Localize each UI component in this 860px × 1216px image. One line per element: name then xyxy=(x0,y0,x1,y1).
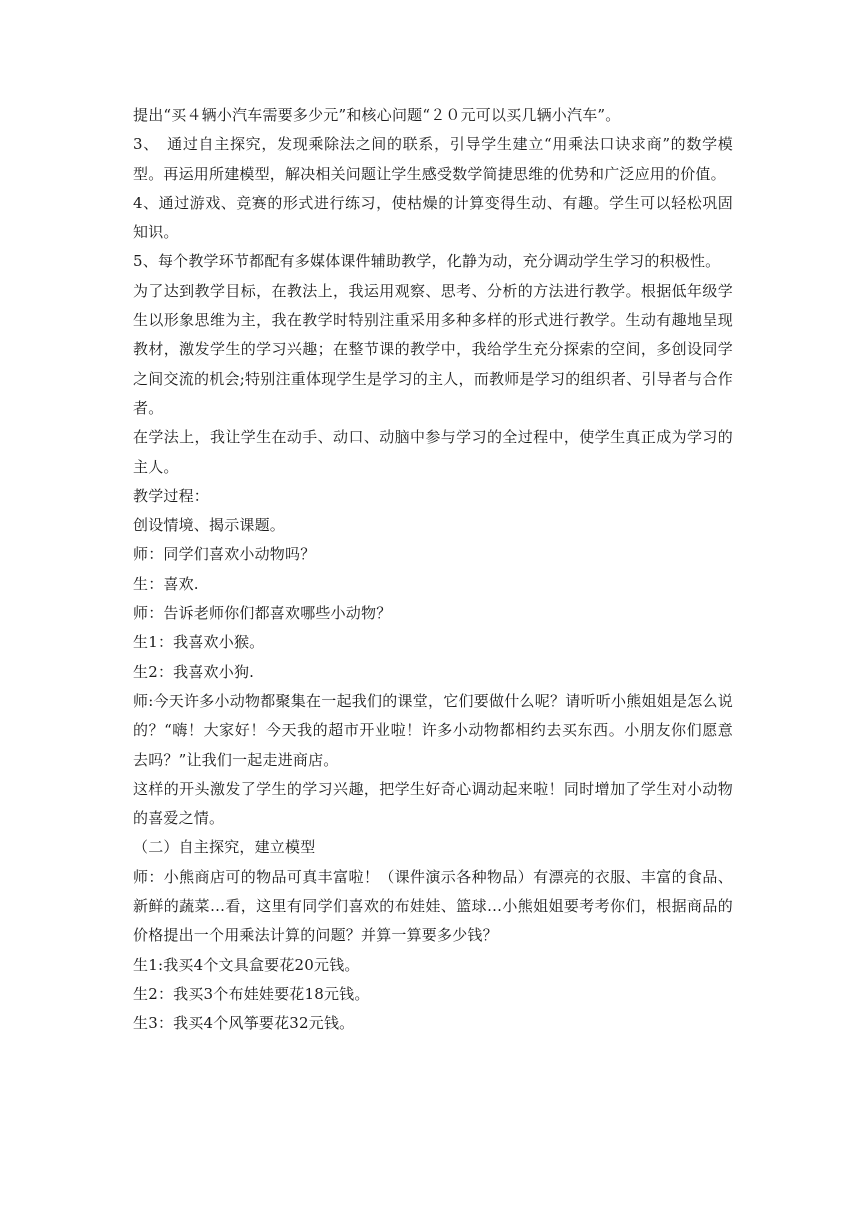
paragraph: （二）自主探究，建立模型 xyxy=(133,838,316,857)
paragraph: 3、 通过自主探究，发现乘除法之间的联系，引导学生建立“用乘法口诀求商”的数学模型。再运用所建模型，解决相关问题让学生感受数学简捷思维的优势和广泛应用的价值。 xyxy=(133,135,733,183)
paragraph: 生2：我买3个布娃娃要花18元钱。 xyxy=(133,984,370,1003)
paragraph: 这样的开头激发了学生的学习兴趣，把学生好奇心调动起来啦！同时增加了学生对小动物的喜爱之情。 xyxy=(133,779,733,828)
paragraph: 师：小熊商店可的物品可真丰富啦！（课件演示各种物品）有漂亮的衣服、丰富的食品、新鲜的蔬菜…看，这里有同学们喜欢的布娃娃、篮球…小熊姐姐要考考你们，根据商品的价格提出一个用乘法计算的问题？并算一算要多少钱？ xyxy=(133,867,733,945)
document-page xyxy=(133,101,733,1039)
paragraph: 师:今天许多小动物都聚集在一起我们的课堂，它们要做什么呢？请听听小熊姐姐是怎么说的？“嗨！大家好！今天我的超市开业啦！许多小动物都相约去买东西。小朋友你们愿意去吗？”让我们一起走进商店。 xyxy=(133,691,733,769)
paragraph: 生2：我喜欢小狗. xyxy=(133,662,255,681)
paragraph: 师：告诉老师你们都喜欢哪些小动物？ xyxy=(133,604,392,623)
paragraph: 5、每个教学环节都配有多媒体课件辅助教学，化静为动，充分调动学生学习的积极性。 xyxy=(133,252,721,271)
paragraph: 生1:我买4个文具盒要花20元钱。 xyxy=(133,955,360,974)
paragraph: 创设情境、揭示课题。 xyxy=(133,516,286,535)
paragraph: 师：同学们喜欢小动物吗？ xyxy=(133,545,316,564)
paragraph: 教学过程： xyxy=(133,486,210,505)
paragraph: 4、通过游戏、竞赛的形式进行练习，使枯燥的计算变得生动、有趣。学生可以轻松巩固知识。 xyxy=(133,193,733,242)
paragraph: 生1：我喜欢小猴。 xyxy=(133,633,265,652)
paragraph: 生3：我买4个风筝要花32元钱。 xyxy=(133,1014,355,1033)
paragraph: 生：喜欢. xyxy=(133,574,199,593)
paragraph: 在学法上，我让学生在动手、动口、动脑中参与学习的全过程中，使学生真正成为学习的主人。 xyxy=(133,428,733,476)
paragraph: 提出“买４辆小汽车需要多少元”和核心问题“２０元可以买几辆小汽车”。 xyxy=(133,106,621,124)
paragraph: 为了达到教学目标，在教法上，我运用观察、思考、分析的方法进行教学。根据低年级学生以形象思维为主，我在教学时特别注重采用多种多样的形式进行教学。生动有趣地呈现教材，激发学生的学习兴趣；在整节课的教学中，我给学生充分探索的空间，多创设同学之间交流的机会;特别注重体现学生是学习的主人，而教师是学习的组织者、引导者与合作者。 xyxy=(133,281,733,417)
